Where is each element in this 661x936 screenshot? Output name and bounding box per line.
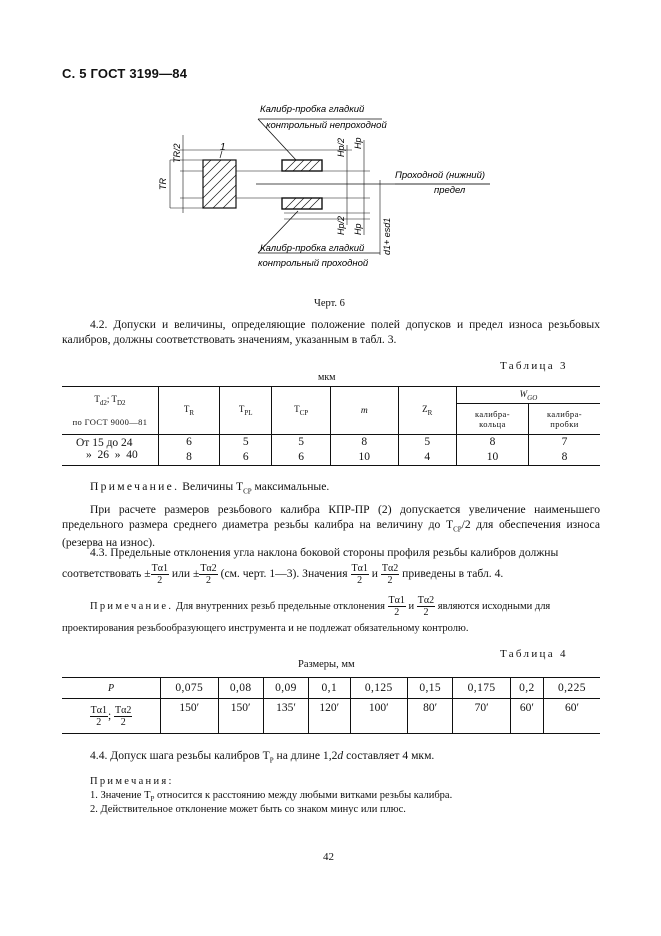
t4-a-7: 60′	[510, 699, 543, 734]
dim-d: d1+ esd1	[382, 217, 392, 255]
t3-r1-c1: 6	[158, 435, 219, 450]
t3-r1-c3: 5	[272, 435, 331, 450]
t3-r2-c1: 8	[158, 449, 219, 466]
note-1: Примечание. Величины $T_{CP}$ максимальные.	[90, 480, 330, 496]
callout-1: 1	[220, 142, 226, 153]
t3-r2-c2: 6	[220, 449, 272, 466]
t4-p-6: 0,175	[453, 678, 511, 699]
note-a: 1. Значение $T_P$ относится к расстоянию между любыми витками резьбы калибра.	[90, 790, 453, 804]
page-header: С. 5 ГОСТ 3199—84	[62, 66, 188, 81]
t3-r1-c0: От 15 до 24	[62, 435, 158, 450]
t4-head-angle: $\frac{T\alpha 1}{2}$ ; $\frac{T\alpha 2}{2}$	[62, 699, 161, 734]
t4-a-6: 70′	[453, 699, 511, 734]
note-b: 2. Действительное отклонение может быть со знаком минус или плюс.	[90, 804, 406, 815]
t3-head-plug: калибра-пробки	[546, 409, 582, 429]
t4-p-8: 0,225	[558, 682, 586, 694]
t3-head-tr: $T_R$	[158, 387, 219, 435]
note-2-line2: проектирования резьбообразующего инструмента и не подлежат обязательному контролю.	[62, 623, 469, 634]
t3-r2-c7: 8	[561, 451, 568, 463]
t3-head-m: m	[331, 387, 399, 435]
t3-r2-c4: 10	[331, 449, 399, 466]
t4-p-7: 0,2	[510, 678, 543, 699]
t4-head-p: P	[62, 678, 161, 699]
figure-caption: Черт. 6	[314, 298, 345, 309]
note-2-line1: Примечание. Для внутренних резьб предельные отклонения $\frac{T\alpha 1}{2}$ и $\frac{T\alpha 2}{2}$ являются исходными для	[90, 595, 551, 619]
label-bot-1: Калибр-пробка гладкий	[260, 243, 365, 254]
dim-hp-top: Hp	[353, 137, 363, 149]
dim-hp-bot: Hp	[353, 223, 363, 235]
t4-a-3: 120′	[309, 699, 350, 734]
paragraph-kpr: При расчете размеров резьбового калибра КПР-ПР (2) допускается увеличение наименьшего предельного размера среднего диаметра резьбы калибра на величину до $T_{CP}/2$ для обеспечения износа (резерва на износ).	[62, 503, 600, 550]
label-bot-2: контрольный проходной	[258, 258, 369, 269]
t4-p-2: 0,09	[263, 678, 308, 699]
t4-a-2: 135′	[263, 699, 308, 734]
t3-r1-c2: 5	[220, 435, 272, 450]
table3-label: Таблица 3	[500, 360, 568, 372]
t4-a-1: 150′	[218, 699, 263, 734]
t4-p-0: 0,075	[161, 678, 219, 699]
t3-r2-c0: » 26 » 40	[62, 449, 158, 466]
label-top-2: контрольный непроходной	[266, 120, 387, 131]
t4-p-4: 0,125	[350, 678, 408, 699]
t3-r2-c5: 4	[398, 449, 456, 466]
paragraph-4-3-line1: 4.3. Предельные отклонения угла наклона боковой стороны профиля резьбы калибров должны	[90, 546, 559, 559]
page-number: 42	[323, 851, 334, 863]
paragraph-4-4: 4.4. Допуск шага резьбы калибров $T_P$ на длине 1,2d составляет 4 мкм.	[90, 749, 435, 765]
t4-p-1: 0,08	[218, 678, 263, 699]
dim-tr: TR	[158, 178, 168, 190]
t3-r1-c6: 8	[456, 435, 528, 450]
t4-a-8: 60′	[564, 702, 579, 714]
t3-r1-c5: 5	[398, 435, 456, 450]
t4-p-3: 0,1	[309, 678, 350, 699]
table4-unit: Размеры, мм	[298, 659, 355, 670]
paragraph-4-3-line2: соответствовать ± $\frac{T\alpha 1}{2}$ или ± $\frac{T\alpha 2}{2}$ (см. черт. 1—3). Значения $\frac{T\alpha 1}{2}$ и $\frac{T\alpha 2}{2}$ приведены в табл. 4.	[62, 562, 504, 586]
drawing-figure	[150, 95, 510, 275]
t3-r1-c7: 7	[561, 436, 568, 448]
t3-head-tcp: $T_{CP}$	[272, 387, 331, 435]
paragraph-4-2: 4.2. Допуски и величины, определяющие положение полей допусков и предел износа резьбовых калибров, должны соответствовать значениям, указанным в табл. 3.	[62, 318, 600, 346]
table-4	[62, 677, 600, 734]
t4-a-0: 150′	[161, 699, 219, 734]
table-3	[62, 386, 600, 466]
t4-a-4: 100′	[350, 699, 408, 734]
t4-p-5: 0,15	[408, 678, 453, 699]
notes-label: Примечания:	[90, 776, 174, 787]
t3-r1-c4: 8	[331, 435, 399, 450]
t4-a-5: 80′	[408, 699, 453, 734]
t3-head-ring: калибра-кольца	[456, 404, 528, 435]
label-right-1: Проходной (нижний)	[395, 170, 486, 181]
table3-unit: мкм	[318, 372, 336, 383]
t3-r2-c3: 6	[272, 449, 331, 466]
label-top-1: Калибр-пробка гладкий	[260, 104, 365, 115]
dim-tr2: TR/2	[172, 143, 182, 163]
t3-head-wgo: $W_{GO}$	[456, 387, 600, 404]
dim-hp2-bot: Hp/2	[336, 215, 346, 235]
table4-label: Таблица 4	[500, 648, 568, 660]
dim-hp2-top: Hp/2	[336, 137, 346, 157]
t3-r2-c6: 10	[456, 449, 528, 466]
t3-head-col1: $T_{d2}$; $T_{D2}$ по ГОСТ 9000—81	[62, 387, 158, 435]
t3-head-zr: $Z_R$	[398, 387, 456, 435]
label-right-2: предел	[434, 185, 466, 196]
t3-head-tpl: $T_{PL}$	[220, 387, 272, 435]
